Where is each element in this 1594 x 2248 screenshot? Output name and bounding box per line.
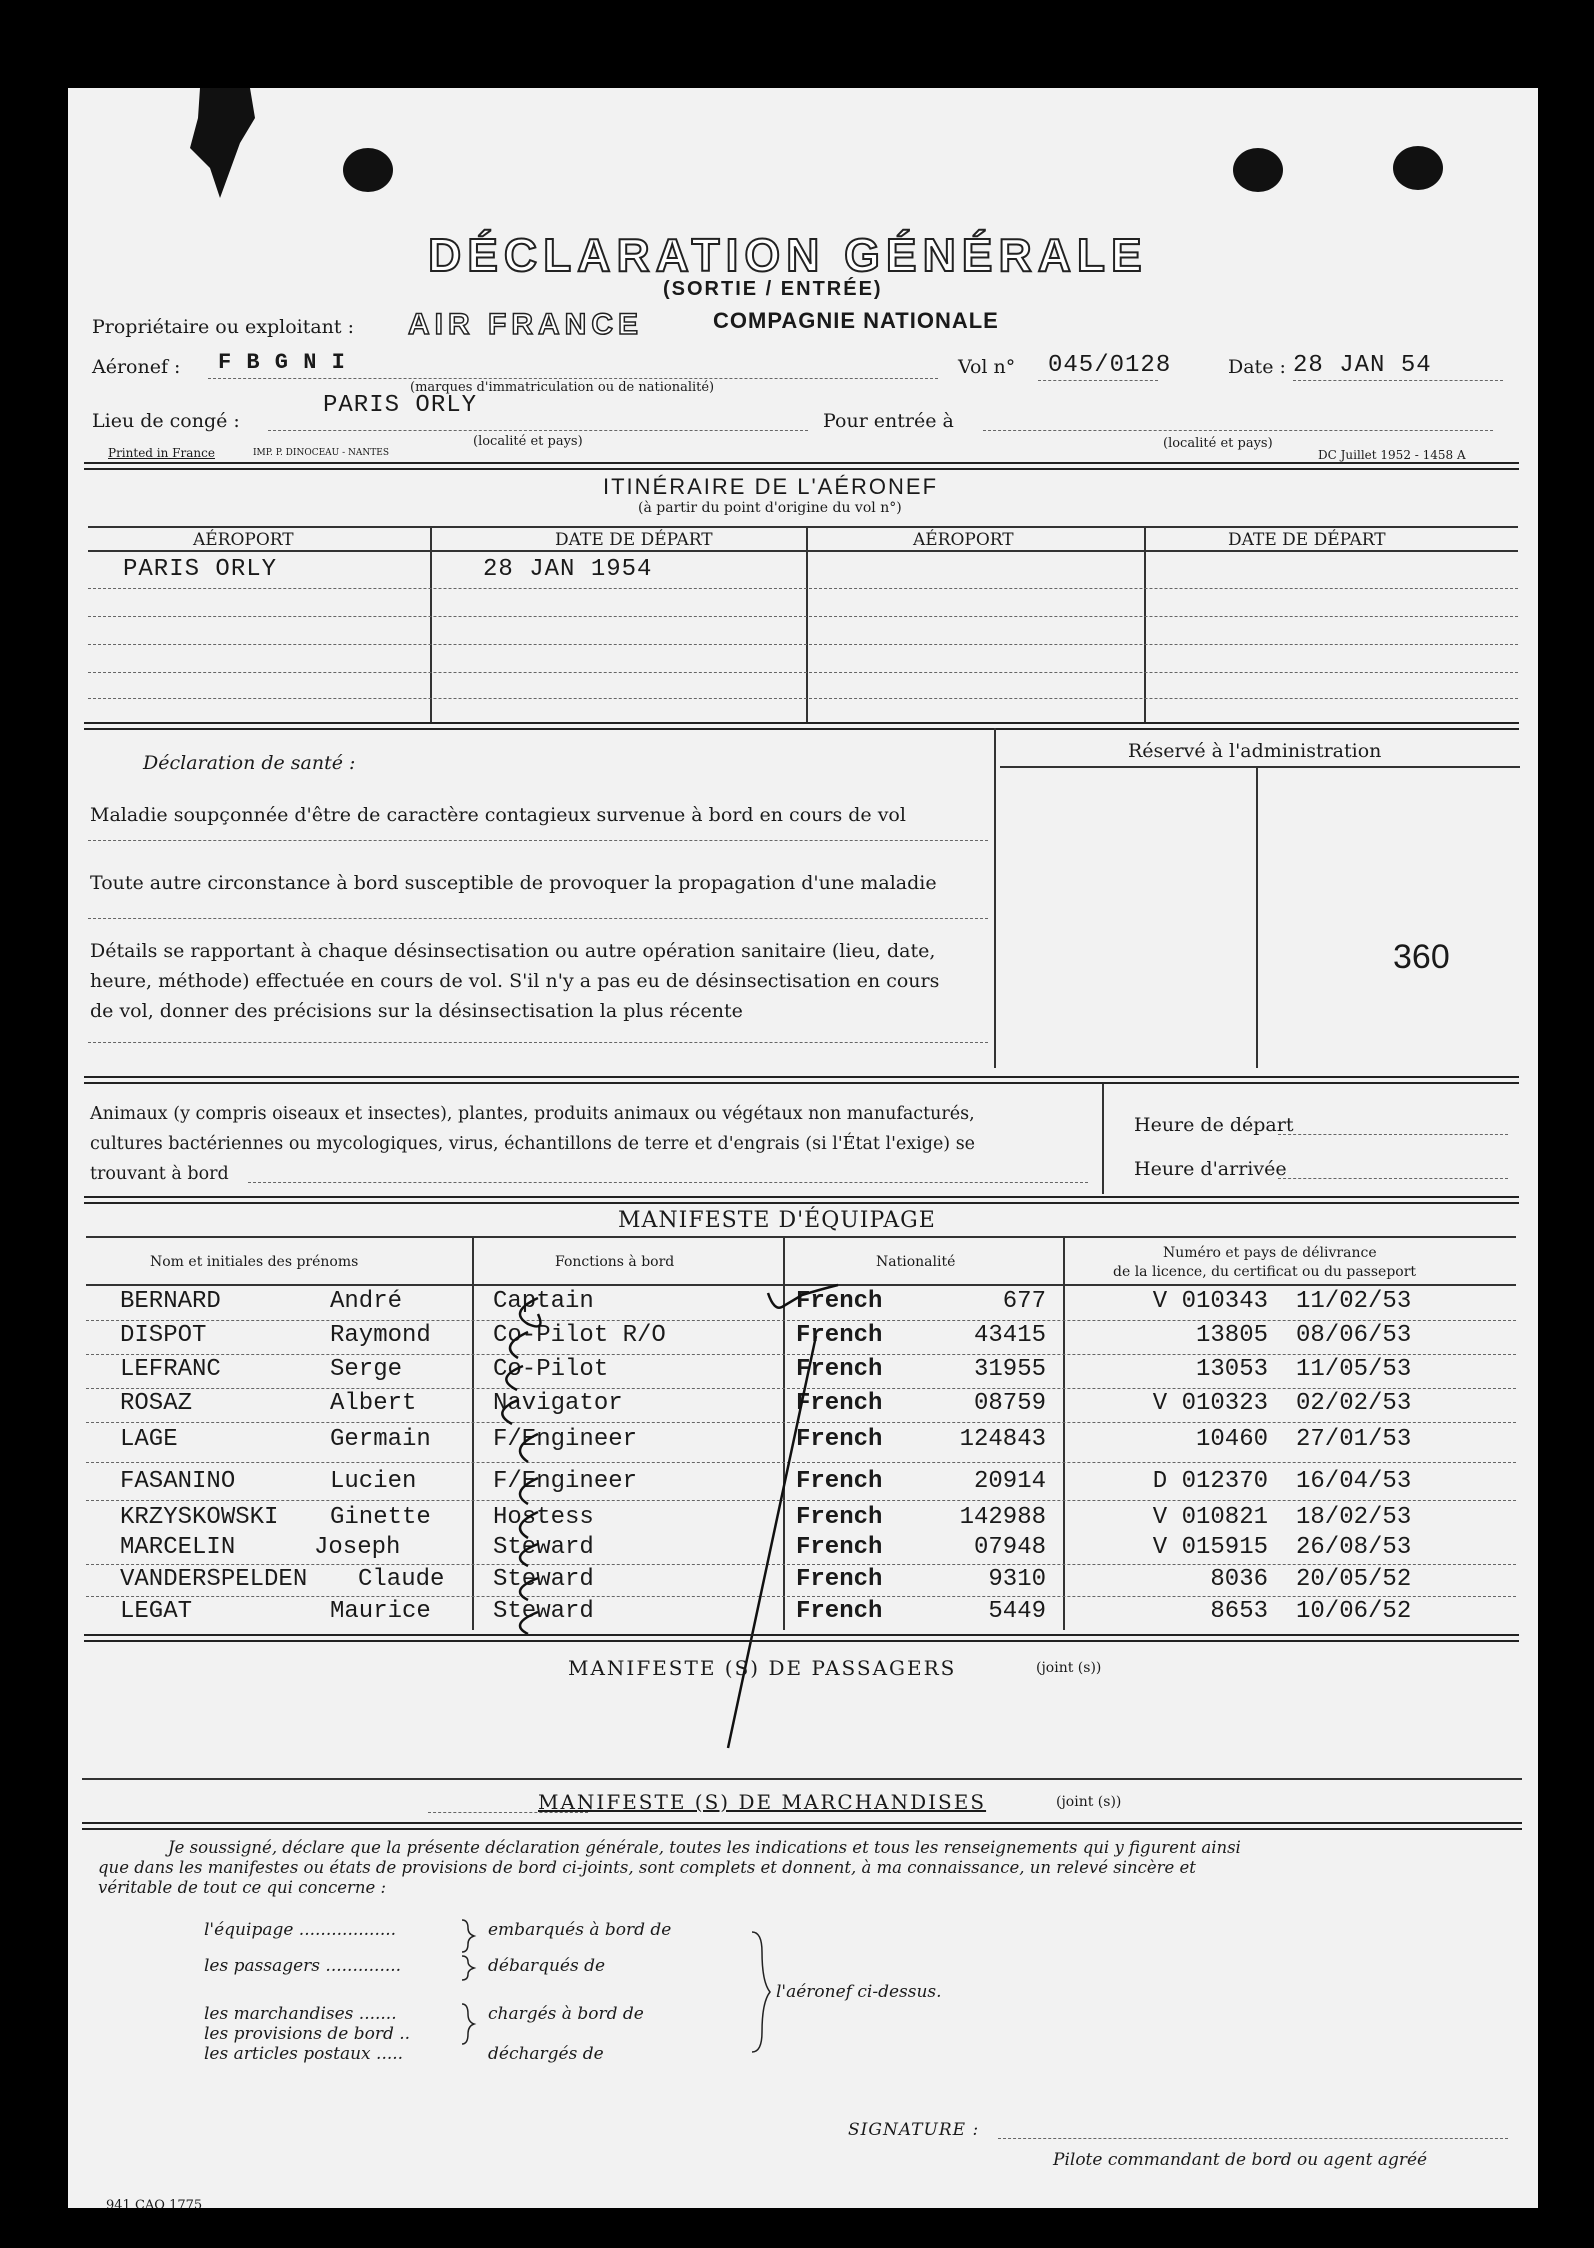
concern-unloaded: déchargés de: [488, 2044, 604, 2064]
crew-first-name: Claude: [358, 1566, 445, 1593]
crew-function: Steward: [493, 1598, 594, 1625]
crew-license: V 010821: [1152, 1504, 1268, 1531]
animals-line-3: trouvant à bord: [90, 1164, 229, 1184]
crew-function: F/Engineer: [493, 1468, 638, 1495]
crew-license-date: 10/06/52: [1296, 1598, 1412, 1625]
crew-number: 08759: [973, 1390, 1046, 1417]
crew-nationality: French: [796, 1390, 883, 1417]
time-departure-label: Heure de départ: [1134, 1114, 1294, 1136]
crew-license-date: 11/02/53: [1296, 1288, 1412, 1315]
crew-surname: ROSAZ: [120, 1390, 193, 1417]
animals-line-2: cultures bactériennes ou mycologiques, virus, échantillons de terre et d'engrais (si l'État l'exige) se: [90, 1134, 976, 1154]
crew-function: F/Engineer: [493, 1426, 638, 1453]
crew-surname: KRZYSKOWSKI: [120, 1504, 279, 1531]
crew-nationality: French: [796, 1566, 883, 1593]
crew-function: Steward: [493, 1566, 594, 1593]
printer-left: Printed in France: [108, 446, 215, 460]
crew-bottom-rule: [84, 1634, 1519, 1642]
concern-goods: les marchandises .......: [204, 2004, 397, 2024]
crew-col-function: Fonctions à bord: [555, 1254, 675, 1270]
form-subtitle: (SORTIE / ENTRÉE): [663, 278, 883, 300]
crew-license: 13053: [1195, 1356, 1268, 1383]
aircraft-note: (marques d'immatriculation ou de nationalité): [410, 380, 715, 395]
crew-license-date: 20/05/52: [1296, 1566, 1412, 1593]
admin-title: Réservé à l'administration: [1128, 740, 1382, 762]
declaration-line-3: véritable de tout ce qui concerne :: [98, 1878, 387, 1897]
health-title: Déclaration de santé :: [143, 752, 356, 774]
concern-crew: l'équipage ..................: [204, 1920, 397, 1940]
crew-number: 20914: [973, 1468, 1046, 1495]
concern-braces: [458, 1914, 478, 2074]
crew-col-license-2: de la licence, du certificat ou du passeport: [1113, 1264, 1417, 1280]
aircraft-value: F B G N I: [218, 350, 346, 375]
departure-note: (localité et pays): [473, 434, 583, 449]
crew-license: V 015915: [1152, 1534, 1268, 1561]
goods-bottom-rule: [82, 1822, 1522, 1830]
departure-value: PARIS ORLY: [323, 392, 478, 419]
itinerary-col-airport-2: AÉROPORT: [913, 530, 1014, 550]
crew-nationality: French: [796, 1598, 883, 1625]
crew-first-name: Joseph: [314, 1534, 401, 1561]
itinerary-col-date-2: DATE DE DÉPART: [1228, 530, 1386, 550]
form-title: DÉCLARATION GÉNÉRALE: [428, 229, 1148, 281]
goods-title: MANIFESTE (S) DE MARCHANDISES: [538, 1790, 987, 1814]
concern-loaded: chargés à bord de: [488, 2004, 644, 2024]
crew-first-name: André: [330, 1288, 403, 1315]
footer-code: 941 CAO 1775: [106, 2198, 203, 2208]
crew-first-name: Raymond: [330, 1322, 431, 1349]
crew-nationality: French: [796, 1322, 883, 1349]
crew-first-name: Ginette: [330, 1504, 431, 1531]
crew-license: 13805: [1195, 1322, 1268, 1349]
passengers-suffix: (joint (s)): [1036, 1660, 1102, 1676]
crew-surname: LEGAT: [120, 1598, 193, 1625]
crew-number: 31955: [973, 1356, 1046, 1383]
crew-first-name: Maurice: [330, 1598, 431, 1625]
itinerary-col-date-1: DATE DE DÉPART: [555, 530, 713, 550]
crew-nationality: French: [796, 1504, 883, 1531]
crew-license-date: 08/06/53: [1296, 1322, 1412, 1349]
crew-number: 142988: [959, 1504, 1046, 1531]
crew-col-license-1: Numéro et pays de délivrance: [1163, 1245, 1377, 1261]
itinerary-title: ITINÉRAIRE DE L'AÉRONEF: [603, 474, 939, 499]
owner-label: Propriétaire ou exploitant :: [92, 316, 354, 338]
crew-license-date: 26/08/53: [1296, 1534, 1412, 1561]
itinerary-col-airport-1: AÉROPORT: [193, 530, 294, 550]
time-arrival-label: Heure d'arrivée: [1134, 1158, 1287, 1180]
crew-nationality: French: [796, 1288, 883, 1315]
signature-line: [998, 2138, 1508, 2139]
departure-label: Lieu de congé :: [92, 410, 240, 432]
crew-function: Hostess: [493, 1504, 594, 1531]
entry-note: (localité et pays): [1163, 436, 1273, 451]
crew-number: 124843: [959, 1426, 1046, 1453]
itinerary-subtitle: (à partir du point d'origine du vol n°): [638, 500, 902, 516]
declaration-line-1: Je soussigné, déclare que la présente déclaration générale, toutes les indications et tous les renseignements qui y figurent ainsi: [168, 1838, 1241, 1857]
animals-line-1: Animaux (y compris oiseaux et insectes), plantes, produits animaux ou végétaux non manufacturés,: [90, 1104, 975, 1124]
crew-first-name: Serge: [330, 1356, 403, 1383]
date-label: Date :: [1228, 356, 1286, 378]
crew-function: Captain: [493, 1288, 594, 1315]
concern-aircraft: l'aéronef ci-dessus.: [776, 1982, 942, 2002]
declaration-line-2: que dans les manifestes ou états de provisions de bord ci-joints, sont complets et donnent, à ma connaissance, un relevé sincère et: [98, 1858, 1196, 1877]
crew-surname: LEFRANC: [120, 1356, 221, 1383]
date-value: 28 JAN 54: [1293, 352, 1432, 379]
entry-label: Pour entrée à: [823, 410, 954, 432]
concern-provisions: les provisions de bord ..: [204, 2024, 411, 2044]
itinerary-airport-1: PARIS ORLY: [123, 556, 278, 583]
crew-number: 9310: [988, 1566, 1046, 1593]
aircraft-label: Aéronef :: [92, 356, 181, 378]
concern-passengers: les passagers ..............: [204, 1956, 402, 1976]
signature-label: SIGNATURE :: [848, 2120, 980, 2140]
crew-first-name: Albert: [330, 1390, 417, 1417]
admin-number: 360: [1393, 938, 1450, 976]
concern-postal: les articles postaux .....: [204, 2044, 404, 2064]
passengers-title: MANIFESTE (S) DE PASSAGERS: [568, 1656, 957, 1680]
crew-surname: LAGE: [120, 1426, 178, 1453]
flight-label: Vol n°: [958, 356, 1016, 378]
crew-number: 43415: [973, 1322, 1046, 1349]
handwritten-check-marks: [68, 88, 1538, 1788]
crew-surname: VANDERSPELDEN: [120, 1566, 308, 1593]
crew-surname: DISPOT: [120, 1322, 207, 1349]
crew-license: D 012370: [1152, 1468, 1268, 1495]
crew-surname: FASANINO: [120, 1468, 236, 1495]
crew-license-date: 16/04/53: [1296, 1468, 1412, 1495]
crew-function: Steward: [493, 1534, 594, 1561]
crew-license: 8653: [1210, 1598, 1268, 1625]
crew-first-name: Lucien: [330, 1468, 417, 1495]
goods-suffix: (joint (s)): [1056, 1794, 1122, 1810]
crew-license: 10460: [1195, 1426, 1268, 1453]
crew-license: 8036: [1210, 1566, 1268, 1593]
crew-license: V 010343: [1152, 1288, 1268, 1315]
crew-title: MANIFESTE D'ÉQUIPAGE: [618, 1208, 936, 1233]
concern-embarked: embarqués à bord de: [488, 1920, 672, 1940]
health-line-3c: de vol, donner des précisions sur la désinsectisation la plus récente: [90, 1000, 743, 1022]
flight-value: 045/0128: [1048, 352, 1172, 379]
crew-surname: BERNARD: [120, 1288, 221, 1315]
crew-number: 5449: [988, 1598, 1046, 1625]
crew-surname: MARCELIN: [120, 1534, 236, 1561]
health-line-3b: heure, méthode) effectuée en cours de vol. S'il n'y a pas eu de désinsectisation en cours: [90, 970, 940, 992]
crew-license: V 010323: [1152, 1390, 1268, 1417]
crew-function: Navigator: [493, 1390, 623, 1417]
crew-license-date: 02/02/53: [1296, 1390, 1412, 1417]
health-line-1: Maladie soupçonnée d'être de caractère contagieux survenue à bord en cours de vol: [90, 804, 906, 826]
concern-disembarked: débarqués de: [488, 1956, 606, 1976]
crew-license-date: 18/02/53: [1296, 1504, 1412, 1531]
crew-license-date: 27/01/53: [1296, 1426, 1412, 1453]
signature-caption: Pilote commandant de bord ou agent agréé: [1053, 2150, 1428, 2170]
printer-imprint: IMP. P. DINOCEAU - NANTES: [253, 448, 389, 458]
crew-col-name: Nom et initiales des prénoms: [150, 1254, 359, 1270]
crew-number: 07948: [973, 1534, 1046, 1561]
crew-nationality: French: [796, 1426, 883, 1453]
crew-nationality: French: [796, 1534, 883, 1561]
crew-nationality: French: [796, 1356, 883, 1383]
owner-company: COMPAGNIE NATIONALE: [713, 308, 999, 333]
printer-right: DC Juillet 1952 - 1458 A: [1318, 448, 1466, 462]
aircraft-brace: [748, 1928, 772, 2058]
crew-function: Co-Pilot: [493, 1356, 609, 1383]
declaration-form: [68, 88, 1538, 2208]
health-line-3a: Détails se rapportant à chaque désinsectisation ou autre opération sanitaire (lieu, date,: [90, 940, 936, 962]
owner-value: AIR FRANCE: [408, 308, 643, 341]
health-line-2: Toute autre circonstance à bord susceptible de provoquer la propagation d'une maladie: [90, 872, 937, 894]
itinerary-date-1: 28 JAN 1954: [483, 556, 653, 583]
crew-number: 677: [1002, 1288, 1046, 1315]
crew-nationality: French: [796, 1468, 883, 1495]
crew-col-nationality: Nationalité: [876, 1254, 956, 1270]
crew-license-date: 11/05/53: [1296, 1356, 1412, 1383]
crew-first-name: Germain: [330, 1426, 431, 1453]
passengers-rule: [82, 1778, 1522, 1780]
crew-function: Co-Pilot R/O: [493, 1322, 666, 1349]
